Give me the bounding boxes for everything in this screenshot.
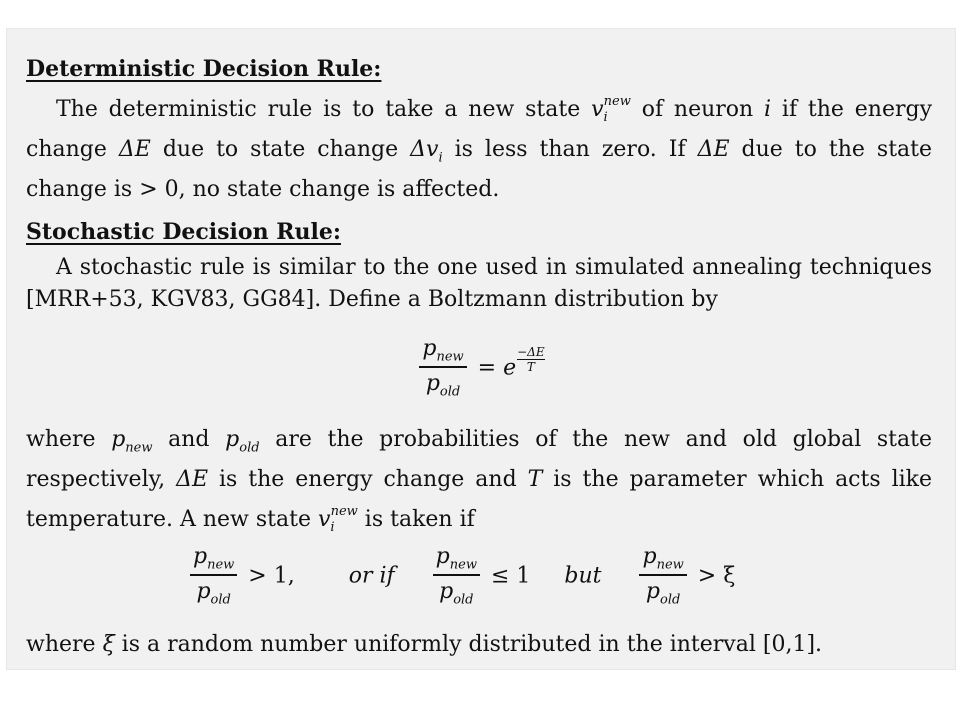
deterministic-paragraph: The deterministic rule is to take a new state $v_i^{new}$ of neuron i if the energy change ΔE due to state change $\Delta v_i$ is less than zero. If ΔE due to the state change is > 0, no state change is affected. <box>26 94 933 203</box>
probability-paragraph: where $p_{new}$ and $p_{old}$ are the probabilities of the new and old global state respectively, ΔE is the energy change and T is the parameter which acts like temperature. A new state $v_i^{new}$ is taken if <box>26 427 933 536</box>
stochastic-paragraph: A stochastic rule is similar to the one used in simulated annealing techniques [MRR+53, KGV83, GG84]. Define a Boltzmann distribution by <box>26 255 932 312</box>
acceptance-condition-equation: $\frac{p_{new}}{p_{old}}$ > 1, or if $\frac{p_{new}}{p_{old}}$ ≤ 1 but $\frac{p_{new}}{p_{old}}$ > ξ <box>186 546 735 607</box>
ratio-fraction-1: $\frac{p_{new}}{p_{old}}$ <box>190 546 237 607</box>
stochastic-heading: Stochastic Decision Rule: <box>26 219 341 245</box>
ratio-fraction-3: $\frac{p_{new}}{p_{old}}$ <box>639 546 686 607</box>
boltzmann-equation: $\frac{p_{new}}{p_{old}}$ = e $\frac{-\Delta E}{T}$ <box>0 338 960 399</box>
ratio-fraction-2: $\frac{p_{new}}{p_{old}}$ <box>433 546 480 607</box>
deterministic-heading: Deterministic Decision Rule: <box>26 56 382 82</box>
xi-definition-paragraph: where ξ is a random number uniformly distributed in the interval [0,1]. <box>26 632 823 657</box>
exponent-fraction: $\frac{-\Delta E}{T}$ <box>517 345 545 375</box>
probability-ratio: $\frac{p_{new}}{p_{old}}$ <box>419 338 466 399</box>
